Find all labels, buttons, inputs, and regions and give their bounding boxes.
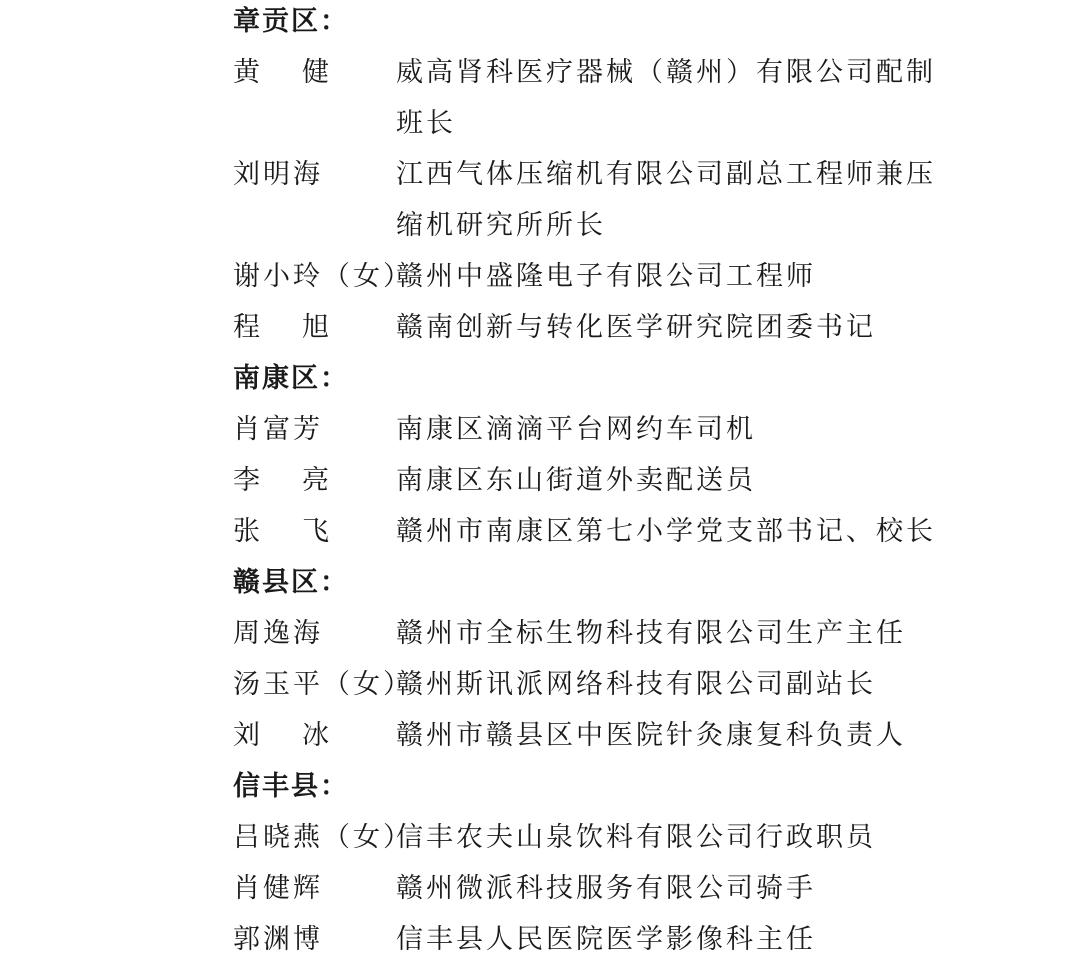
person-name: 张飞	[233, 516, 371, 547]
section-heading: 南康区：	[233, 363, 349, 394]
person-title: 赣州斯讯派网络科技有限公司副站长	[396, 669, 876, 700]
person-title: 赣南创新与转化医学研究院团委书记	[396, 312, 876, 343]
person-name: 程旭	[233, 312, 371, 343]
person-name: 周逸海	[233, 618, 323, 649]
person-title: 信丰县人民医院医学影像科主任	[396, 924, 816, 955]
person-name: 谢小玲（女）	[233, 261, 413, 292]
person-title: 班长	[396, 108, 456, 139]
person-title: 缩机研究所所长	[396, 210, 606, 241]
person-title: 赣州中盛隆电子有限公司工程师	[396, 261, 816, 292]
section-heading: 章贡区：	[233, 6, 349, 37]
person-title: 赣州微派科技服务有限公司骑手	[396, 873, 816, 904]
person-name: 李亮	[233, 465, 371, 496]
person-name: 肖富芳	[233, 414, 323, 445]
person-name: 肖健辉	[233, 873, 323, 904]
person-title: 南康区滴滴平台网约车司机	[396, 414, 756, 445]
person-title: 赣州市赣县区中医院针灸康复科负责人	[396, 720, 906, 751]
section-heading: 信丰县：	[233, 771, 349, 802]
person-title: 信丰农夫山泉饮料有限公司行政职员	[396, 822, 876, 853]
person-title: 威高肾科医疗器械（赣州）有限公司配制	[396, 57, 936, 88]
person-name: 郭渊博	[233, 924, 323, 955]
person-name: 刘冰	[233, 720, 371, 751]
person-name: 刘明海	[233, 159, 323, 190]
person-title: 江西气体压缩机有限公司副总工程师兼压	[396, 159, 936, 190]
person-title: 赣州市全标生物科技有限公司生产主任	[396, 618, 906, 649]
section-heading: 赣县区：	[233, 567, 349, 598]
person-name: 汤玉平（女）	[233, 669, 413, 700]
person-name: 黄健	[233, 57, 371, 88]
person-title: 赣州市南康区第七小学党支部书记、校长	[396, 516, 936, 547]
person-name: 吕晓燕（女）	[233, 822, 413, 853]
person-title: 南康区东山街道外卖配送员	[396, 465, 756, 496]
